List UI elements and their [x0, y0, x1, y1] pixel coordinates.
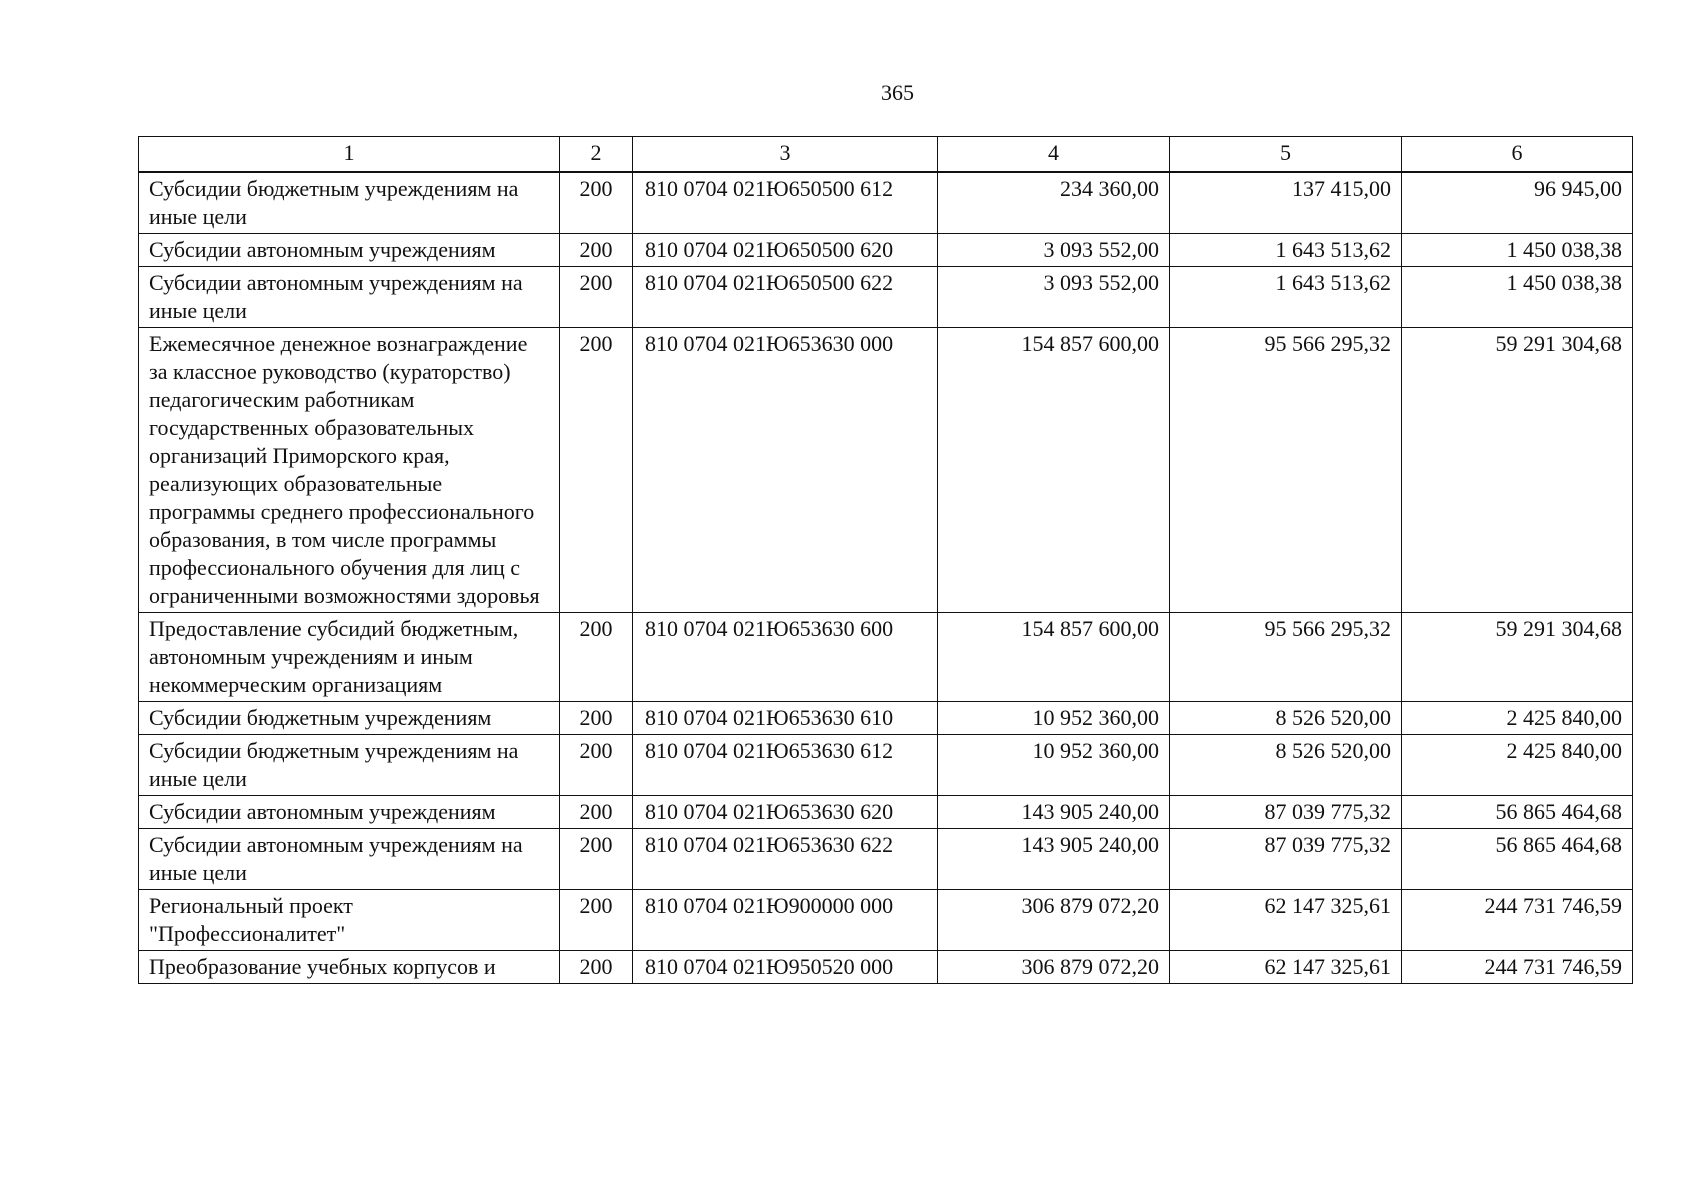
table-row	[139, 735, 1633, 796]
row-ministry: 200	[560, 829, 633, 890]
row-amount-federal: 87 039 775,32	[1170, 829, 1402, 890]
row-amount-federal: 62 147 325,61	[1170, 951, 1402, 984]
column-header-1: 1	[139, 137, 560, 173]
row-amount-total: 306 879 072,20	[938, 890, 1170, 951]
row-ministry: 200	[560, 613, 633, 702]
row-ministry: 200	[560, 328, 633, 613]
row-amount-total: 154 857 600,00	[938, 613, 1170, 702]
row-amount-total: 234 360,00	[938, 172, 1170, 234]
row-name: Субсидии автономным учреждениям	[139, 796, 560, 829]
row-amount-total: 154 857 600,00	[938, 328, 1170, 613]
budget-table	[138, 136, 1633, 984]
table-row	[139, 796, 1633, 829]
row-ministry: 200	[560, 702, 633, 735]
row-ministry: 200	[560, 234, 633, 267]
row-code: 810 0704 021Ю653630 620	[633, 796, 938, 829]
row-amount-regional: 59 291 304,68	[1402, 613, 1633, 702]
column-header-4: 4	[938, 137, 1170, 173]
row-name: Субсидии автономным учреждениям на иные цели	[139, 829, 560, 890]
row-amount-regional: 244 731 746,59	[1402, 890, 1633, 951]
row-amount-federal: 95 566 295,32	[1170, 613, 1402, 702]
row-code: 810 0704 021Ю650500 622	[633, 267, 938, 328]
row-amount-federal: 8 526 520,00	[1170, 735, 1402, 796]
row-amount-total: 306 879 072,20	[938, 951, 1170, 984]
row-code: 810 0704 021Ю650500 612	[633, 172, 938, 234]
row-code: 810 0704 021Ю653630 610	[633, 702, 938, 735]
row-ministry: 200	[560, 172, 633, 234]
row-amount-total: 143 905 240,00	[938, 829, 1170, 890]
table-row	[139, 613, 1633, 702]
row-amount-regional: 56 865 464,68	[1402, 796, 1633, 829]
row-amount-regional: 1 450 038,38	[1402, 267, 1633, 328]
row-name: Субсидии бюджетным учреждениям на иные цели	[139, 172, 560, 234]
row-ministry: 200	[560, 796, 633, 829]
row-code: 810 0704 021Ю653630 622	[633, 829, 938, 890]
row-amount-federal: 62 147 325,61	[1170, 890, 1402, 951]
row-name: Субсидии бюджетным учреждениям на иные цели	[139, 735, 560, 796]
table-row	[139, 267, 1633, 328]
row-amount-regional: 244 731 746,59	[1402, 951, 1633, 984]
table-row	[139, 172, 1633, 234]
row-ministry: 200	[560, 267, 633, 328]
row-name: Предоставление субсидий бюджетным, автономным учреждениям и иным некоммерческим организациям	[139, 613, 560, 702]
row-name: Ежемесячное денежное вознаграждение за классное руководство (кураторство) педагогическим работникам государственных образовательных организаций Приморского края, реализующих образовательные программы среднего профессионального образования, в том числе программы профессионального обучения для лиц с ограниченными возможностями здоровья	[139, 328, 560, 613]
row-amount-regional: 56 865 464,68	[1402, 829, 1633, 890]
row-name: Субсидии автономным учреждениям	[139, 234, 560, 267]
row-code: 810 0704 021Ю650500 620	[633, 234, 938, 267]
table-row	[139, 328, 1633, 613]
row-amount-federal: 1 643 513,62	[1170, 267, 1402, 328]
row-amount-total: 3 093 552,00	[938, 267, 1170, 328]
column-header-6: 6	[1402, 137, 1633, 173]
column-header-3: 3	[633, 137, 938, 173]
row-ministry: 200	[560, 735, 633, 796]
row-amount-federal: 8 526 520,00	[1170, 702, 1402, 735]
table-row	[139, 234, 1633, 267]
row-name: Субсидии автономным учреждениям на иные цели	[139, 267, 560, 328]
row-code: 810 0704 021Ю900000 000	[633, 890, 938, 951]
row-amount-regional: 59 291 304,68	[1402, 328, 1633, 613]
row-amount-regional: 96 945,00	[1402, 172, 1633, 234]
table-row	[139, 829, 1633, 890]
row-amount-federal: 137 415,00	[1170, 172, 1402, 234]
row-amount-federal: 1 643 513,62	[1170, 234, 1402, 267]
table-row	[139, 702, 1633, 735]
row-amount-regional: 1 450 038,38	[1402, 234, 1633, 267]
table-header-row	[139, 137, 1633, 173]
page-number: 365	[881, 80, 914, 105]
row-name: Субсидии бюджетным учреждениям	[139, 702, 560, 735]
column-header-2: 2	[560, 137, 633, 173]
row-name: Преобразование учебных корпусов и	[139, 951, 560, 984]
row-code: 810 0704 021Ю653630 612	[633, 735, 938, 796]
row-code: 810 0704 021Ю950520 000	[633, 951, 938, 984]
table-row	[139, 951, 1633, 984]
table-row	[139, 890, 1633, 951]
row-code: 810 0704 021Ю653630 600	[633, 613, 938, 702]
row-amount-total: 143 905 240,00	[938, 796, 1170, 829]
row-amount-total: 3 093 552,00	[938, 234, 1170, 267]
row-amount-total: 10 952 360,00	[938, 735, 1170, 796]
row-code: 810 0704 021Ю653630 000	[633, 328, 938, 613]
row-amount-federal: 87 039 775,32	[1170, 796, 1402, 829]
row-amount-total: 10 952 360,00	[938, 702, 1170, 735]
row-ministry: 200	[560, 890, 633, 951]
row-amount-regional: 2 425 840,00	[1402, 702, 1633, 735]
row-name: Региональный проект "Профессионалитет"	[139, 890, 560, 951]
row-amount-regional: 2 425 840,00	[1402, 735, 1633, 796]
row-ministry: 200	[560, 951, 633, 984]
row-amount-federal: 95 566 295,32	[1170, 328, 1402, 613]
column-header-5: 5	[1170, 137, 1402, 173]
